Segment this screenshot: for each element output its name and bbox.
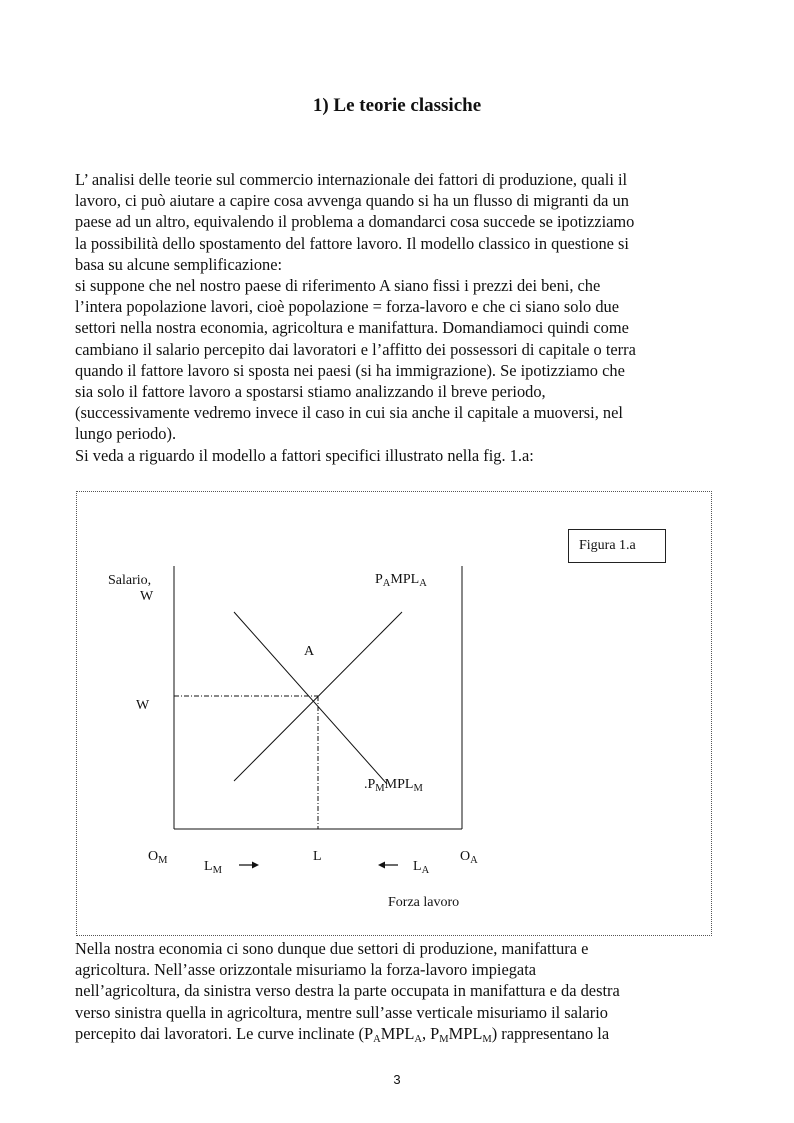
text-line: percepito dai lavoratori. Le curve inclinate ($P_AMPL_A$, $P_MMPL_M$) rappresentano la	[75, 1023, 610, 1045]
curve-label-pm-mplm: $.P_MMPL_M$	[364, 777, 423, 794]
text-line: l’intera popolazione lavori, cioè popolazione = forza-lavoro e che ci siano solo due	[75, 297, 620, 317]
section-title: 1) Le teorie classiche	[312, 95, 482, 116]
origin-a-label: $O_A$	[460, 849, 478, 866]
labor-m-label: $L_M$	[204, 859, 222, 876]
text-line: quando il fattore lavoro si sposta nei paesi (si ha immigrazione). Se ipotizziamo che	[75, 360, 625, 380]
wage-label: W	[136, 698, 150, 713]
intro-paragraph	[75, 169, 725, 466]
text-line: Nella nostra economia ci sono dunque due settori di produzione, manifattura e	[75, 939, 589, 958]
text-line: lavoro, ci può aiutare a capire cosa avvenga quando si ha un flusso di migranti da un	[75, 191, 629, 211]
figure-1a	[76, 491, 712, 936]
figure-label: Figura 1.a	[568, 529, 666, 563]
text-line: Si veda a riguardo il modello a fattori specifici illustrato nella fig. 1.a:	[75, 445, 534, 465]
curve-label-pa-mpla: $P_AMPL_A$	[375, 572, 427, 589]
page-number: 3	[393, 1072, 401, 1087]
left-arrow-head	[378, 862, 385, 869]
y-axis-label: Salario,	[108, 573, 152, 588]
y-axis-label-w: W	[140, 589, 154, 604]
text-line: L’ analisi delle teorie sul commercio internazionale dei fattori di produzione, quali il	[75, 170, 628, 189]
text-line: sia solo il fattore lavoro a spostarsi stiamo analizzando il breve periodo,	[75, 382, 546, 402]
text-line: basa su alcune semplificazione:	[75, 254, 283, 274]
x-axis-label: Forza lavoro	[388, 895, 460, 910]
equilibrium-labor-label: L	[313, 849, 322, 864]
text-line: (successivamente vedremo invece il caso in cui sia anche il capitale a muoversi, nel	[75, 403, 623, 423]
text-line: la possibilità dello spostamento del fattore lavoro. Il modello classico in questione si	[75, 233, 629, 253]
text-line: paese ad un altro, equivalendo il problema a domandarci cosa succede se ipotizziamo	[75, 212, 635, 232]
text-line: nell’agricoltura, da sinistra verso destra la parte occupata in manifattura e da destra	[75, 981, 620, 1001]
origin-m-label: $O_M$	[148, 849, 168, 866]
text-line: verso sinistra quella in agricoltura, mentre sull’asse verticale misuriamo il salario	[75, 1002, 608, 1022]
text-line: cambiano il salario percepito dai lavoratori e l’affitto dei possessori di capitale o terra	[75, 339, 636, 359]
text-line: lungo periodo).	[75, 424, 177, 444]
equilibrium-point-label: A	[304, 644, 315, 659]
right-arrow-head	[252, 862, 259, 869]
text-line: settori nella nostra economia, agricoltura e manifattura. Domandiamoci quindi come	[75, 318, 629, 338]
text-line: si suppone che nel nostro paese di riferimento A siano fissi i prezzi dei beni, che	[75, 276, 601, 296]
text-line: agricoltura. Nell’asse orizzontale misuriamo la forza-lavoro impiegata	[75, 960, 537, 980]
explanation-paragraph	[75, 938, 725, 1044]
labor-a-label: $L_A$	[413, 859, 430, 876]
